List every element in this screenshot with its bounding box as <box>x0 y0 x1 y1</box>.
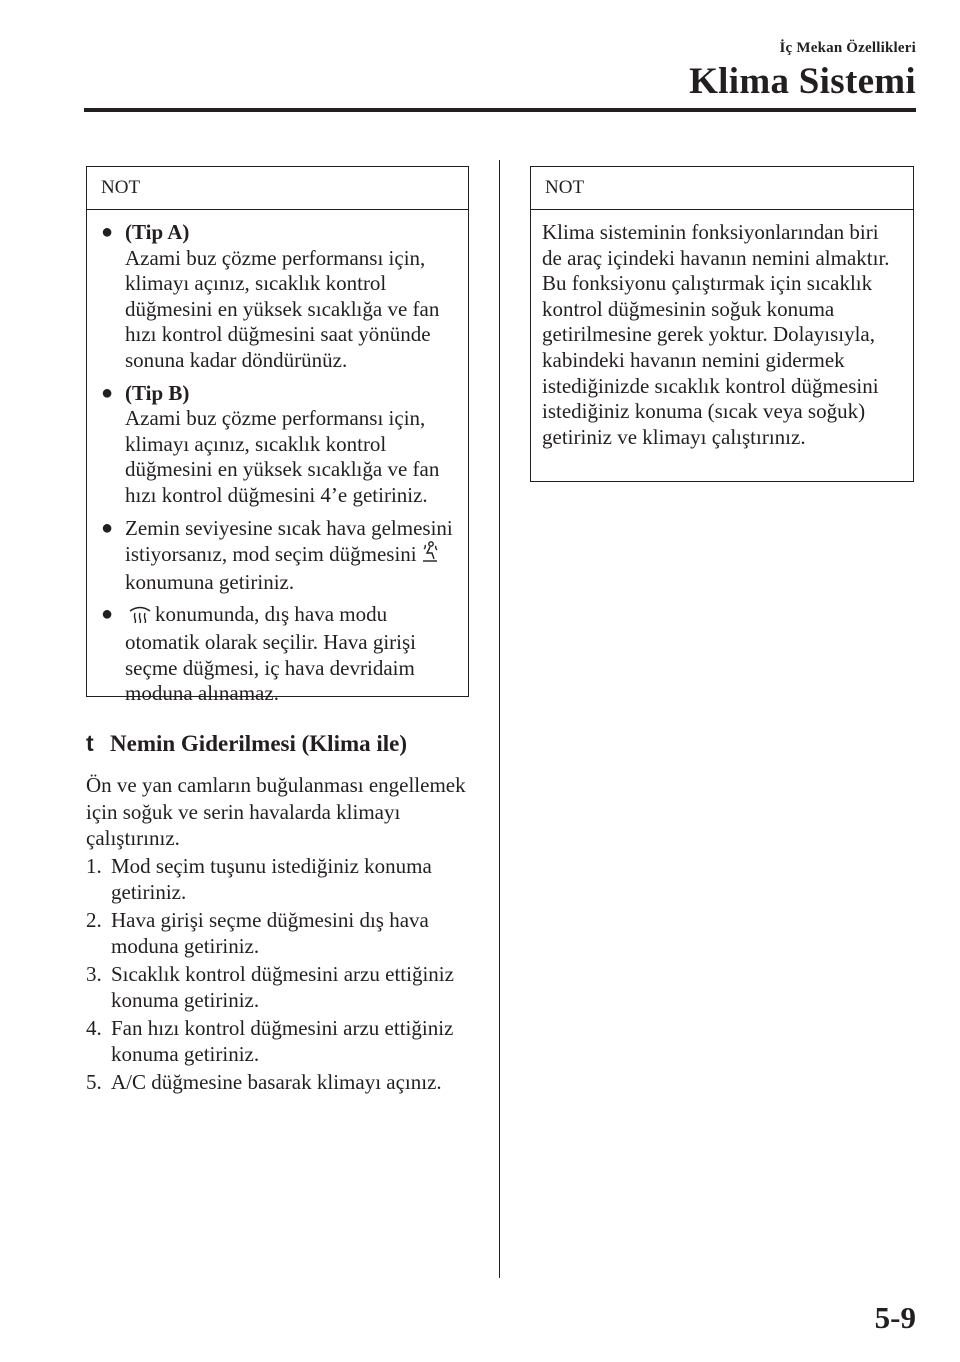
note-item-text: Zemin seviyesine sıcak hava gelmesini istiyorsanız, mod seçim düğmesini <box>125 515 453 567</box>
step-text: Hava girişi seçme düğmesini dış hava moduna getiriniz. <box>111 907 429 958</box>
section-body <box>86 772 491 1096</box>
note-item-text: Azami buz çözme performansı için, klimayı açınız, sıcaklık kontrol düğmesini en yüksek sıcaklığa ve fan hızı kontrol düğmesini 4’e getiriniz. <box>125 406 440 507</box>
note-item-text: konumuna getiriniz. <box>125 569 295 594</box>
note-item-tip-b <box>99 381 458 509</box>
note-item-tip-a <box>99 220 458 374</box>
defrost-mode-icon <box>128 604 152 630</box>
note-text: Klima sisteminin fonksiyonlarından biri de araç içindeki havanın nemini almaktır. Bu fonksiyonu çalıştırmak için sıcaklık kontrol düğmesinin soğuk konuma getirilmesine gerek yoktur. Dolayısıyla, kabindeki havanın nemini gidermek istediğinizde sıcaklık kontrol düğmesini istediğiniz konuma (sıcak veya soğuk) getiriniz ve klimayı çalıştırınız. <box>542 220 890 449</box>
step-number: 2. <box>86 907 102 932</box>
step-text: Fan hızı kontrol düğmesini arzu ettiğiniz konuma getiriniz. <box>111 1015 454 1066</box>
bullet-icon: ● <box>101 221 114 243</box>
page-header-section: İç Mekan Özellikleri <box>779 40 916 56</box>
note-box-left <box>86 166 469 706</box>
step-number: 4. <box>86 1015 102 1040</box>
step-text: A/C düğmesine basarak klimayı açınız. <box>111 1069 442 1094</box>
note-heading: NOT <box>87 167 468 210</box>
step-number: 3. <box>86 961 102 986</box>
bullet-icon: ● <box>101 603 114 626</box>
step-item <box>86 961 491 1014</box>
step-number: 1. <box>86 853 102 878</box>
note-item-text: Azami buz çözme performansı için, klimayı açınız, sıcaklık kontrol düğmesini en yüksek sıcaklığa ve fan hızı kontrol düğmesini saat yönünde sonuna kadar döndürünüz. <box>125 245 440 372</box>
floor-defrost-mode-icon <box>420 541 440 570</box>
note-item-text: konumunda, dış hava modu otomatik olarak seçilir. Hava girişi seçme düğmesi, iç hava devridaim moduna alınamaz. <box>125 602 417 706</box>
step-text: Sıcaklık kontrol düğmesini arzu ettiğiniz konuma getiriniz. <box>111 961 454 1012</box>
note-box-right <box>530 166 914 482</box>
step-item <box>86 1015 491 1068</box>
note-heading: NOT <box>531 167 913 210</box>
intro-paragraph: Ön ve yan camların buğulanması engellemek için soğuk ve serin havalarda klimayı çalıştırınız. <box>86 773 466 850</box>
step-text: Mod seçim tuşunu istediğiniz konuma getiriniz. <box>111 853 432 904</box>
page-header-title: Klima Sistemi <box>689 61 916 102</box>
header-rule <box>84 108 916 112</box>
step-item <box>86 853 491 906</box>
page-number: 5-9 <box>874 1300 916 1335</box>
note-body <box>87 210 468 707</box>
note-item-floor-heat <box>99 516 458 596</box>
section-heading-text: Nemin Giderilmesi (Klima ile) <box>110 731 408 756</box>
step-item <box>86 1069 491 1096</box>
step-item <box>86 907 491 960</box>
note-item-title: (Tip A) <box>125 220 190 244</box>
section-heading <box>86 728 486 759</box>
step-number: 5. <box>86 1069 102 1094</box>
section-marker-icon: t <box>86 730 94 756</box>
bullet-icon: ● <box>101 381 114 404</box>
note-item-title: (Tip B) <box>125 380 190 405</box>
bullet-icon: ● <box>101 516 114 539</box>
note-item-defrost <box>99 602 458 706</box>
column-divider <box>499 160 500 1278</box>
